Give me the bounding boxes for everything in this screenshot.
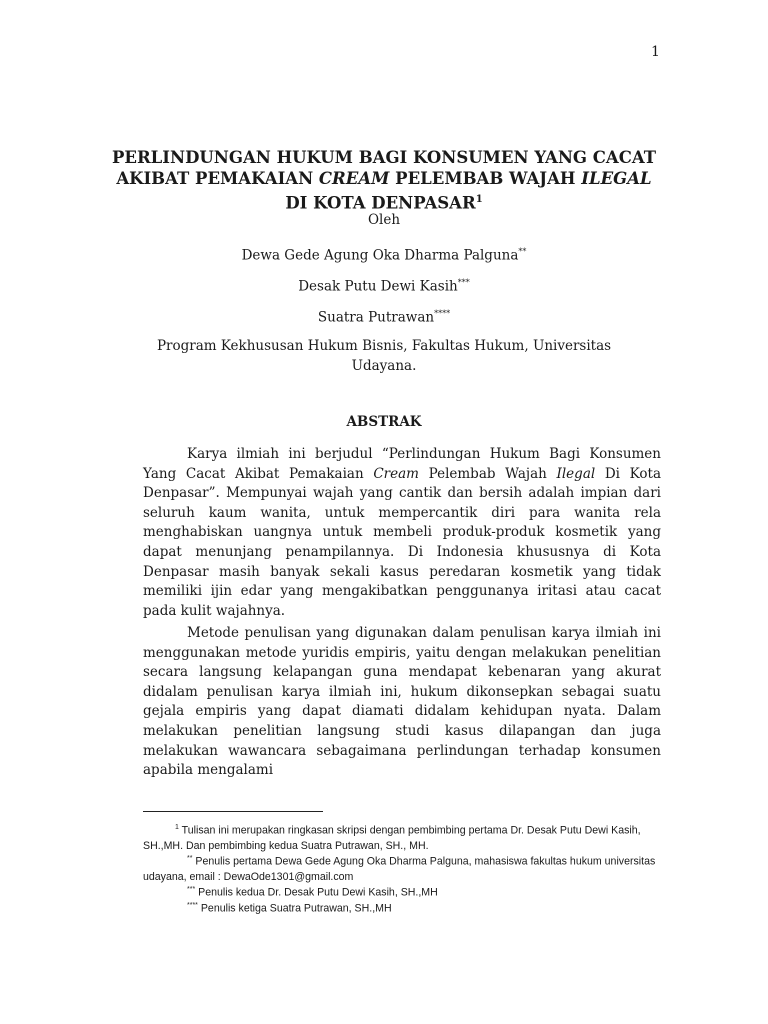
author-name: Suatra Putrawan <box>317 309 435 326</box>
title-line-2 <box>100 168 668 189</box>
footnote-1 <box>143 820 673 855</box>
paper-title <box>100 147 668 214</box>
title-italic-ilegal: ILEGAL <box>581 169 652 188</box>
footnote-text: Tulisan ini merupakan ringkasan skripsi dengan pembimbing pertama Dr. Desak Putu Dewi Kasih, SH.,MH. Dan pembimbing kedua Suatra Putrawan, SH., MH. <box>143 824 641 853</box>
title-footnote-mark: 1 <box>475 194 483 205</box>
footnote-2 <box>143 851 673 886</box>
author-name: Desak Putu Dewi Kasih <box>298 278 458 295</box>
author-mark: *** <box>457 278 470 287</box>
abstract-paragraph-2: Metode penulisan yang digunakan dalam penulisan karya ilmiah ini menggunakan metode yuridis empiris, yaitu dengan melakukan penelitian secara langsung kelapangan guna mendapat kebenaran yang akurat didalam penulisan karya ilmiah ini, hukum dikonsepkan sebagai suatu gejala empiris yang dapat diamati didalam kehidupan nyata. Dalam melakukan penelitian langsung studi kasus dilapangan dan juga melakukan wawancara sebagaimana perlindungan terhadap konsumen apabila mengalami <box>143 625 661 779</box>
abstract-heading: ABSTRAK <box>346 414 422 430</box>
footnote-divider <box>143 811 323 812</box>
para-italic: Cream <box>373 465 419 482</box>
by-label: Oleh <box>367 212 401 228</box>
author-name: Dewa Gede Agung Oka Dharma Palguna <box>241 247 519 264</box>
author-3 <box>100 304 668 328</box>
affiliation-line-1: Program Kekhususan Hukum Bisnis, Fakultas Hukum, Universitas <box>156 338 612 354</box>
abstract-paragraph-1 <box>143 445 661 621</box>
footnote-text: Penulis kedua Dr. Desak Putu Dewi Kasih, SH.,MH <box>198 886 438 899</box>
title-text: PELEMBAB WAJAH <box>389 169 582 188</box>
affiliation-line-2: Udayana. <box>351 358 417 374</box>
para-text: Pelembab Wajah <box>418 465 557 482</box>
title-text: AKIBAT PEMAKAIAN <box>116 169 319 188</box>
para-text: Karya ilmiah ini berjudul “Perlindungan Hukum Bagi Konsumen Yang Cacat Akibat Pemakaian <box>143 446 661 482</box>
title-italic-cream: CREAM <box>318 169 390 188</box>
title-line-1: PERLINDUNGAN HUKUM BAGI KONSUMEN YANG CACAT <box>111 148 657 167</box>
author-mark: ** <box>518 247 527 256</box>
page-number: 1 <box>651 44 660 60</box>
footnote-mark: **** <box>187 902 198 909</box>
title-text: DI KOTA DENPASAR <box>285 193 476 213</box>
affiliation <box>100 336 668 376</box>
footnote-4 <box>143 898 673 917</box>
footnote-mark: ** <box>187 855 193 862</box>
footnote-text: Penulis pertama Dewa Gede Agung Oka Dharma Palguna, mahasiswa fakultas hukum universitas udayana, email : DewaOde1301@gmail.com <box>143 855 656 884</box>
author-1 <box>100 242 668 266</box>
para-text: Di Kota Denpasar”. Mempunyai wajah yang cantik dan bersih adalah impian dari seluruh kaum wanita, untuk mempercantik diri para wanita rela menghabiskan uangnya untuk membeli produk-produk kosmetik yang dapat menunjang penampilannya. Di Indonesia khususnya di Kota Denpasar masih banyak sekali kasus peredaran kosmetik yang tidak memiliki ijin edar yang mengakibatkan penggunanya iritasi atau cacat pada kulit wajahnya. <box>143 465 661 619</box>
footnote-mark: *** <box>187 886 196 893</box>
para-italic: Ilegal <box>556 465 596 482</box>
footnote-text: Penulis ketiga Suatra Putrawan, SH.,MH <box>200 902 392 915</box>
footnote-mark: 1 <box>175 824 179 831</box>
author-mark: **** <box>434 309 451 318</box>
author-2 <box>100 273 668 297</box>
